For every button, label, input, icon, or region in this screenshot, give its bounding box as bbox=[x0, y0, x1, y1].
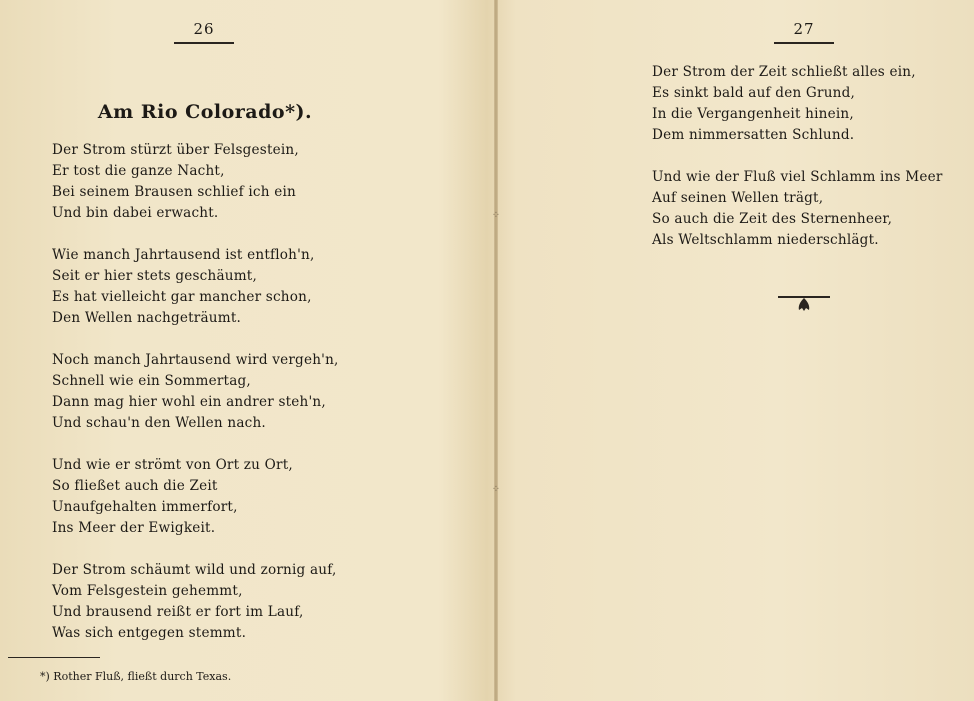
poem-line: Der Strom schäumt wild und zornig auf, bbox=[52, 562, 337, 578]
poem-line: Und schau'n den Wellen nach. bbox=[52, 415, 266, 431]
stanza bbox=[652, 62, 962, 146]
stanza bbox=[52, 350, 472, 434]
poem-line: Und wie der Fluß viel Schlamm ins Meer bbox=[652, 169, 943, 185]
stanza bbox=[52, 140, 472, 224]
stanza bbox=[52, 245, 472, 329]
poem-line: Auf seinen Wellen trägt, bbox=[652, 190, 824, 206]
poem-line: In die Vergangenheit hinein, bbox=[652, 106, 854, 122]
poem-line: Der Strom stürzt über Felsgestein, bbox=[52, 142, 299, 158]
footnote: *) Rother Fluß, fließt durch Texas. bbox=[40, 670, 232, 683]
poem-line: Und bin dabei erwacht. bbox=[52, 205, 219, 221]
poem-line: Was sich entgegen stemmt. bbox=[52, 625, 247, 641]
stitch-mark: ⁘ bbox=[491, 484, 501, 495]
poem-line: Dann mag hier wohl ein andrer steh'n, bbox=[52, 394, 326, 410]
poem-line: Unaufgehalten immerfort, bbox=[52, 499, 238, 515]
stanza bbox=[52, 455, 472, 539]
stanza bbox=[652, 167, 962, 251]
poem-line: So fließet auch die Zeit bbox=[52, 478, 218, 494]
poem-line: Es hat vielleicht gar mancher schon, bbox=[52, 289, 312, 305]
end-ornament-icon bbox=[778, 294, 830, 312]
poem-line: Den Wellen nachgeträumt. bbox=[52, 310, 242, 326]
footnote-rule bbox=[8, 657, 100, 658]
poem-left bbox=[52, 140, 472, 665]
poem-line: Und brausend reißt er fort im Lauf, bbox=[52, 604, 304, 620]
poem-right bbox=[652, 62, 962, 272]
right-page bbox=[498, 0, 974, 701]
page-number-left: 26 bbox=[174, 20, 234, 44]
poem-line: Schnell wie ein Sommertag, bbox=[52, 373, 251, 389]
poem-line: Vom Felsgestein gehemmt, bbox=[52, 583, 243, 599]
poem-line: Als Weltschlamm niederschlägt. bbox=[652, 232, 879, 248]
poem-line: Seit er hier stets geschäumt, bbox=[52, 268, 257, 284]
page-number-rule bbox=[174, 42, 234, 44]
poem-line: Ins Meer der Ewigkeit. bbox=[52, 520, 216, 536]
page-number-rule bbox=[774, 42, 834, 44]
page-number-right: 27 bbox=[774, 20, 834, 44]
poem-line: So auch die Zeit des Sternenheer, bbox=[652, 211, 893, 227]
poem-line: Noch manch Jahrtausend wird vergeh'n, bbox=[52, 352, 339, 368]
poem-line: Dem nimmersatten Schlund. bbox=[652, 127, 855, 143]
poem-line: Und wie er strömt von Ort zu Ort, bbox=[52, 457, 293, 473]
poem-title: Am Rio Colorado*). bbox=[97, 101, 313, 123]
stitch-mark: ⁘ bbox=[491, 210, 501, 221]
poem-line: Er tost die ganze Nacht, bbox=[52, 163, 225, 179]
poem-line: Der Strom der Zeit schließt alles ein, bbox=[652, 64, 916, 80]
poem-line: Wie manch Jahrtausend ist entfloh'n, bbox=[52, 247, 315, 263]
stanza bbox=[52, 560, 472, 644]
poem-line: Es sinkt bald auf den Grund, bbox=[652, 85, 856, 101]
poem-line: Bei seinem Brausen schlief ich ein bbox=[52, 184, 296, 200]
